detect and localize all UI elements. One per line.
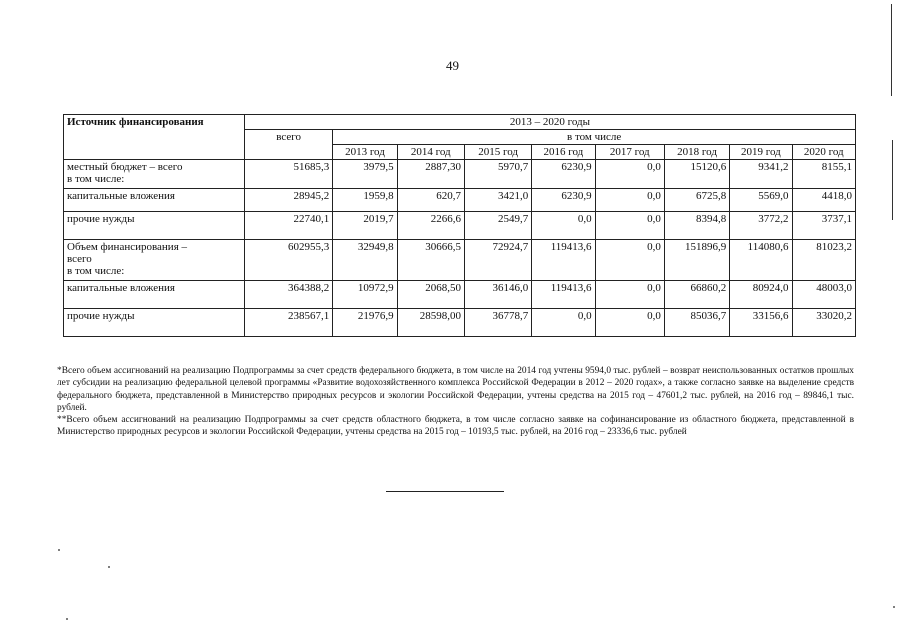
scan-edge-mark xyxy=(891,4,892,96)
cell-value: 5569,0 xyxy=(730,189,792,212)
cell-value: 3421,0 xyxy=(464,189,531,212)
row-label: прочие нужды xyxy=(64,309,245,337)
cell-value: 80924,0 xyxy=(730,281,792,309)
table-row xyxy=(64,309,856,337)
cell-value: 72924,7 xyxy=(464,240,531,281)
scan-speck xyxy=(58,549,60,551)
cell-value: 15120,6 xyxy=(664,160,729,189)
scan-edge-mark xyxy=(892,140,893,220)
row-total: 51685,3 xyxy=(244,160,332,189)
cell-value: 48003,0 xyxy=(792,281,856,309)
cell-value: 620,7 xyxy=(397,189,464,212)
footnotes xyxy=(57,365,854,439)
row-total: 238567,1 xyxy=(244,309,332,337)
cell-value: 3772,2 xyxy=(730,212,792,240)
row-label: прочие нужды xyxy=(64,212,245,240)
table-row xyxy=(64,189,856,212)
cell-value: 4418,0 xyxy=(792,189,856,212)
cell-value: 85036,7 xyxy=(664,309,729,337)
cell-value: 81023,2 xyxy=(792,240,856,281)
row-total: 602955,3 xyxy=(244,240,332,281)
cell-value: 0,0 xyxy=(595,189,664,212)
year-header: 2014 год xyxy=(397,145,464,160)
row-label: капитальные вложения xyxy=(64,281,245,309)
cell-value: 119413,6 xyxy=(532,281,595,309)
cell-value: 6230,9 xyxy=(532,189,595,212)
cell-value: 114080,6 xyxy=(730,240,792,281)
cell-value: 5970,7 xyxy=(464,160,531,189)
cell-value: 36146,0 xyxy=(464,281,531,309)
footnote-regional: **Всего объем ассигнований на реализацию Подпрограммы за счет средств областного бюджета, в том числе согласно заявке на софинансирование из областного бюджета, представленной в Министерство природных ресурсов и экологии Российской Федерации, учтены средства на 2015 год – 10193,5 тыс. рублей, на 2016 год – 23336,6 тыс. рублей xyxy=(57,415,854,438)
source-header: Источник финансирования xyxy=(64,115,245,160)
period-header: 2013 – 2020 годы xyxy=(244,115,855,130)
row-label: капитальные вложения xyxy=(64,189,245,212)
row-total: 22740,1 xyxy=(244,212,332,240)
cell-value: 6725,8 xyxy=(664,189,729,212)
cell-value: 33020,2 xyxy=(792,309,856,337)
cell-value: 0,0 xyxy=(595,240,664,281)
footnote-federal: *Всего объем ассигнований на реализацию Подпрограммы за счет средств федерального бюджета, в том числе на 2014 год учтены 9594,0 тыс. рублей – возврат неиспользованных остатков прошлых лет субсидии на реализацию федеральной целевой программы «Развитие водохозяйственного комплекса Российской Федерации в 2012 – 2020 годах», а также согласно заявке на выделение средств федерального бюджета, представленной в Министерство природных ресурсов и экологии Российской Федерации, учтены средства на 2015 год – 47601,2 тыс. рублей, на 2016 год – 89846,1 тыс. рублей. xyxy=(57,366,854,413)
scan-speck xyxy=(108,566,110,568)
row-total: 364388,2 xyxy=(244,281,332,309)
cell-value: 30666,5 xyxy=(397,240,464,281)
year-header: 2018 год xyxy=(664,145,729,160)
cell-value: 0,0 xyxy=(595,281,664,309)
cell-value: 119413,6 xyxy=(532,240,595,281)
including-header: в том числе xyxy=(333,130,856,145)
cell-value: 2266,6 xyxy=(397,212,464,240)
total-header: всего xyxy=(244,130,332,160)
cell-value: 3979,5 xyxy=(333,160,397,189)
cell-value: 8394,8 xyxy=(664,212,729,240)
row-label: Объем финансирования – всего в том числе: xyxy=(64,240,245,281)
table-row xyxy=(64,281,856,309)
row-total: 28945,2 xyxy=(244,189,332,212)
cell-value: 0,0 xyxy=(595,212,664,240)
cell-value: 33156,6 xyxy=(730,309,792,337)
year-header: 2013 год xyxy=(333,145,397,160)
year-header: 2015 год xyxy=(464,145,531,160)
cell-value: 0,0 xyxy=(595,160,664,189)
year-header: 2019 год xyxy=(730,145,792,160)
scan-speck xyxy=(893,606,895,608)
cell-value: 3737,1 xyxy=(792,212,856,240)
row-label: местный бюджет – всего в том числе: xyxy=(64,160,245,189)
page-number: 49 xyxy=(446,58,459,73)
cell-value: 0,0 xyxy=(532,309,595,337)
year-header: 2016 год xyxy=(532,145,595,160)
cell-value: 2887,30 xyxy=(397,160,464,189)
cell-value: 36778,7 xyxy=(464,309,531,337)
year-header: 2020 год xyxy=(792,145,856,160)
cell-value: 8155,1 xyxy=(792,160,856,189)
scan-speck xyxy=(66,618,68,620)
cell-value: 1959,8 xyxy=(333,189,397,212)
cell-value: 2019,7 xyxy=(333,212,397,240)
cell-value: 6230,9 xyxy=(532,160,595,189)
table-row xyxy=(64,240,856,281)
financing-table xyxy=(63,114,856,337)
cell-value: 0,0 xyxy=(595,309,664,337)
cell-value: 9341,2 xyxy=(730,160,792,189)
closing-rule xyxy=(386,491,504,492)
cell-value: 32949,8 xyxy=(333,240,397,281)
cell-value: 66860,2 xyxy=(664,281,729,309)
cell-value: 2549,7 xyxy=(464,212,531,240)
table-row xyxy=(64,160,856,189)
table-row xyxy=(64,212,856,240)
year-header: 2017 год xyxy=(595,145,664,160)
cell-value: 21976,9 xyxy=(333,309,397,337)
cell-value: 2068,50 xyxy=(397,281,464,309)
cell-value: 151896,9 xyxy=(664,240,729,281)
cell-value: 0,0 xyxy=(532,212,595,240)
cell-value: 28598,00 xyxy=(397,309,464,337)
cell-value: 10972,9 xyxy=(333,281,397,309)
